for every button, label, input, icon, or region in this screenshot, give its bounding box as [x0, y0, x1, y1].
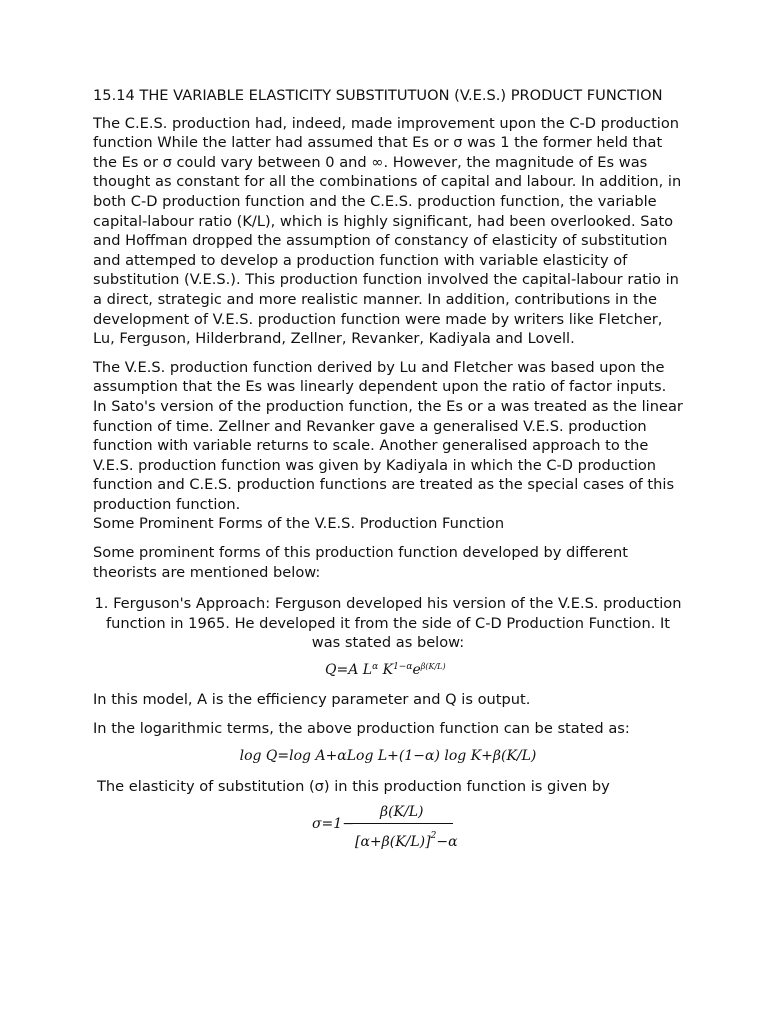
- list-item-ferguson: 1. Ferguson's Approach: Ferguson developed his version of the V.E.S. production function in 1965. He developed it from the side of C-D Production Function. It was stated as below:: [94, 595, 682, 652]
- equation-term-k: K: [378, 662, 394, 679]
- paragraph-log-terms: In the logarithmic terms, the above production function can be stated as:: [93, 719, 630, 737]
- section-heading: 15.14 THE VARIABLE ELASTICITY SUBSTITUTUON (V.E.S.) PRODUCT FUNCTION: [93, 87, 663, 104]
- equation-sigma-lhs: σ=1−: [312, 816, 354, 833]
- equation-exp-beta-kl: β(K/L): [420, 662, 446, 672]
- equation-elasticity-of-substitution: [93, 805, 683, 869]
- paragraph-elasticity-intro: The elasticity of substitution (σ) in this production function is given by: [97, 777, 610, 795]
- equation-exp-one-minus-alpha: 1−α: [393, 662, 413, 673]
- equation-denominator: [355, 827, 458, 853]
- paragraph-model-parameters: In this model, A is the efficiency parameter and Q is output.: [93, 691, 531, 709]
- paragraph-ves-derivations: The V.E.S. production function derived by Lu and Fletcher was based upon the assumption that the Es was linearly dependent upon the ratio of factor inputs. In Sato's version of the production function, the Es or a was treated as the linear function of time. Zellner and Revanker gave a generalised V.E.S. production function with variable returns to scale. Another generalised approach to the V.E.S. production function was given by Kadiyala in which the C-D production function and C.E.S. production functions are treated as the special cases of this production function.: [93, 358, 683, 513]
- equation-denominator-exp: 2: [430, 831, 437, 842]
- equation-ferguson-production-function: [93, 653, 683, 679]
- equation-term-e: e: [412, 662, 421, 679]
- fraction-bar: [351, 823, 453, 824]
- equation-term-al: A L: [348, 662, 373, 679]
- document-page: [93, 86, 683, 869]
- paragraph-ces-comparison: The C.E.S. production had, indeed, made improvement upon the C-D production function While the latter had assumed that Es or σ was 1 the former held that the Es or σ could vary between 0 and ∞. However, the magnitude of Es was thought as constant for all the combinations of capital and labour. In addition, in both C-D production function and the C.E.S. production function, the variable capital-labour ratio (K/L), which is highly significant, had been overlooked. Sato and Hoffman dropped the assumption of constancy of elasticity of substitution and attemped to develop a production function with variable elasticity of substitution (V.E.S.). This production function involved the capital-labour ratio in a direct, strategic and more realistic manner. In addition, contributions in the development of V.E.S. production function were made by writers like Fletcher, Lu, Ferguson, Hilderbrand, Zellner, Revanker, Kadiyala and Lovell.: [93, 114, 682, 348]
- equation-numerator: β(K/L): [380, 804, 424, 821]
- equation-lhs: Q=: [325, 662, 349, 679]
- paragraph-forms-intro: Some prominent forms of this production function developed by different theorists are mentioned below:: [93, 544, 629, 581]
- equation-denominator-base: [α+β(K/L)]: [355, 834, 431, 851]
- equation-exp-alpha: α: [372, 662, 379, 673]
- equation-log-form: log Q=log A+αLog L+(1−α) log K+β(K/L): [239, 748, 537, 765]
- equation-denominator-tail: −α: [436, 834, 458, 851]
- subheading-prominent-forms: Some Prominent Forms of the V.E.S. Production Function: [93, 515, 505, 533]
